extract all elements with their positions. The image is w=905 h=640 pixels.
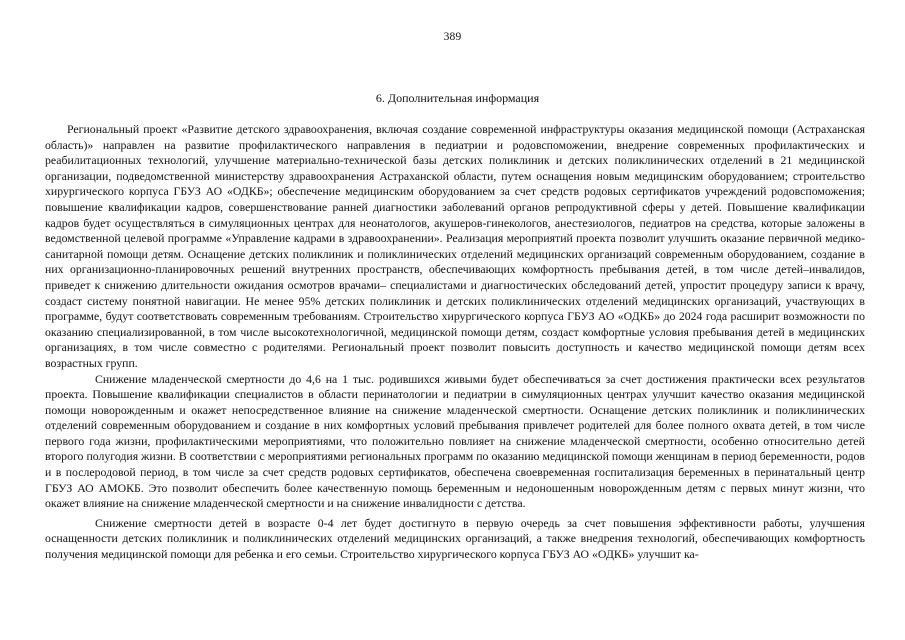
section-title: 6. Дополнительная информация [375, 91, 540, 105]
paragraph-infant-mortality: Снижение младенческой смертности до 4,6 на 1 тыс. родившихся живыми будет обеспечиваться за счет достижения практически всех результатов проекта. Повышение квалификации специалистов в области перинатологии и педиатрии в симуляционных центрах улучшит качество оказания медицинской помощи новорожденным и окажет непосредственное влияние на снижение младенческой смертности. Оснащение детских поликлиник и поликлинических отделений современным оборудованием и создание в них комфортных условий пребывания привлечет родителей для более полного охвата детей, в том числе первого года жизни, профилактическими мероприятиями, что положительно повлияет на снижение младенческой смертности, особенно относительно детей второго полугодия жизни. В соответствии с мероприятиями региональных программ по оказанию медицинской помощи женщинам в период беременности, родов и в послеродовой период, в том числе за счет средств родовых сертификатов, обеспечена своевременная госпитализация беременных в перинатальный центр ГБУЗ АО АМОКБ. Это позволит обеспечить более качественную помощь беременным и недоношенным новорожденным детям с первых минут жизни, что окажет влияние на снижение младенческой смертности и на снижение инвалидности с детства. [45, 371, 865, 511]
page-number: 389 [443, 31, 462, 43]
paragraph-regional-project: Региональный проект «Развитие детского здравоохранения, включая создание современной инфраструктуры оказания медицинской помощи (Астраханская область)» направлен на развитие профилактического направления в педиатрии и родовспоможении, внедрение современных профилактических и реабилитационных технологий, улучшение материально-технической базы детских поликлиник и детских поликлинических отделений в 21 медицинской организации, подведомственной министерству здравоохранения Астраханской области, путем оснащения новым медицинским оборудованием; строительство хирургического корпуса ГБУЗ АО «ОДКБ»; обеспечение медицинским оборудованием за счет средств родовых сертификатов учреждений родовспоможения; повышение квалификации кадров, совершенствование ранней диагностики заболеваний органов репродуктивной сферы у детей. Повышение квалификации кадров будет осуществляться в симуляционных центрах для неонатологов, акушеров-гинекологов, анестезиологов, педиатров на средства, которые заложены в ведомственной целевой программе «Управление кадрами в здравоохранении». Реализация мероприятий проекта позволит улучшить оказание первичной медико-санитарной помощи детям. Оснащение детских поликлиник и поликлинических отделений медицинских организаций современным оборудованием, создание в них организационно-планировочных решений внутренних пространств, обеспечивающих комфортность пребывания детей, в том числе детей–инвалидов, приведет к снижению длительности ожидания осмотров врачами– специалистами и диагностических обследований детей, упростит процедуру записи к врачу, создаст систему понятной навигации. Не менее 95% детских поликлиник и детских поликлинических отделений медицинских организаций, участвующих в программе, будут соответствовать современным требованиям. Строительство хирургического корпуса ГБУЗ АО «ОДКБ» до 2024 года расширит возможности по оказанию специализированной, в том числе высокотехнологичной, медицинской помощи детям, создаст комфортные условия пребывания детей в медицинских организациях, в том числе совместно с родителями. Региональный проект позволит повысить доступность и качество медицинской помощи детям всех возрастных групп. [45, 122, 865, 370]
paragraph-child-mortality: Снижение смертности детей в возрасте 0-4 лет будет достигнуто в первую очередь за счет повышения эффективности работы, улучшения оснащенности детских поликлиник и поликлинических отделений медицинских организаций, а также внедрения технологий, обеспечивающих комфортность получения медицинской помощи для ребенка и его семьи. Строительство хирургического корпуса ГБУЗ АО «ОДКБ» улучшит ка- [45, 515, 865, 562]
body-text [45, 122, 865, 563]
